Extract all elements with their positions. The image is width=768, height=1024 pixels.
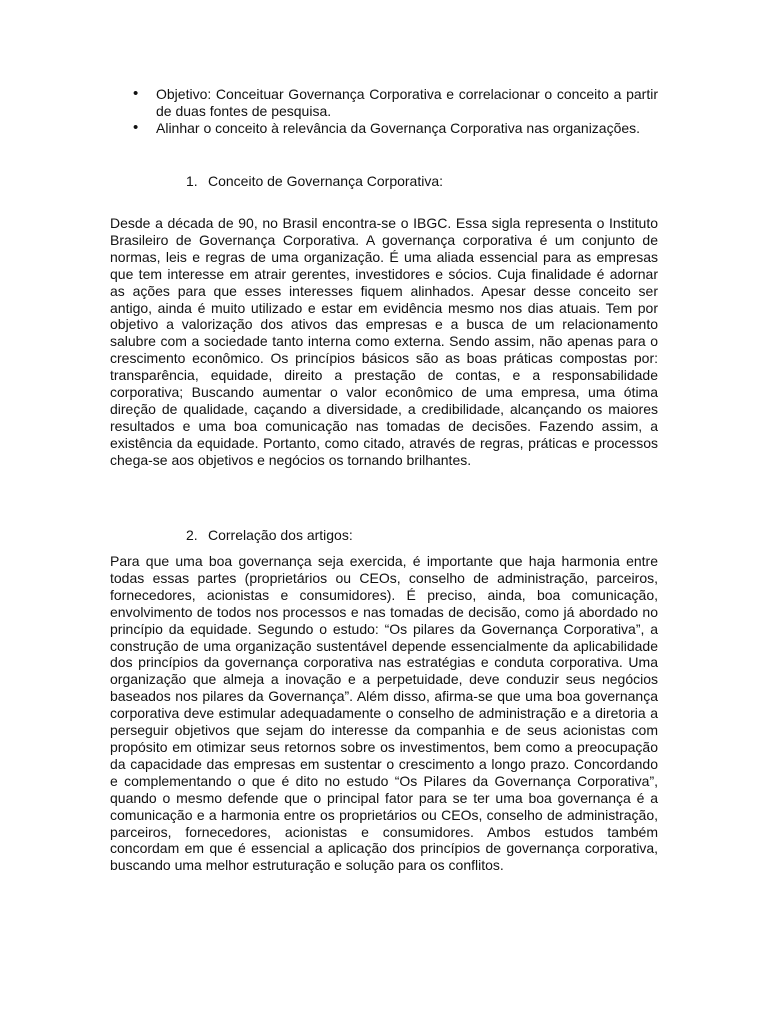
section-2-body: Para que uma boa governança seja exercida, é importante que haja harmonia entre todas essas partes (proprietários ou CEOs, conselho de administração, parceiros, fornecedores, acionistas e consumidores). É preciso, ainda, boa comunicação, envolvimento de todos nos processos e nas tomadas de decisão, como já abordado no princípio da equidade. Segundo o estudo: “Os pilares da Governança Corporativa”, a construção de uma organização sustentável depende essencialmente da aplicabilidade dos princípios da governança corporativa nas estratégias e conduta corporativa. Uma organização que almeja a inovação e a perpetuidade, deve conduzir seus negócios baseados nos pilares da Governança”. Além disso, afirma-se que uma boa governança corporativa deve estimular adequadamente o conselho de administração e a diretoria a perseguir objetivos que sejam do interesse da companhia e de seus acionistas com propósito em otimizar seus retornos sobre os investimentos, bem como a preocupação da capacidade das empresas em sustentar o crescimento a longo prazo. Concordando e complementando o que é dito no estudo “Os Pilares da Governança Corporativa”, quando o mesmo defende que o principal fator para se ter uma boa governança é a comunicação e a harmonia entre os proprietários ou CEOs, conselho de administração, parceiros, fornecedores, acionistas e consumidores. Ambos estudos também concordam em que é essencial a aplicação dos princípios de governança corporativa, buscando uma melhor estruturação e solução para os conflitos.: [110, 553, 658, 874]
objectives-list: [130, 86, 658, 137]
section-2-number: 2.: [186, 527, 198, 543]
section-1-body: Desde a década de 90, no Brasil encontra-se o IBGC. Essa sigla representa o Instituto Brasileiro de Governança Corporativa. A governança corporativa é um conjunto de normas, leis e regras de uma organização. É uma aliada essencial para as empresas que tem interesse em atrair gerentes, investidores e sócios. Cuja finalidade é adornar as ações para que esses interesses fiquem alinhados. Apesar desse conceito ser antigo, ainda é muito utilizado e estar em evidência mesmo nos dias atuais. Tem por objetivo a valorização dos ativos das empresas e a busca de um relacionamento salubre com a sociedade tanto interna como externa. Sendo assim, não apenas para o crescimento econômico. Os princípios básicos são as boas práticas compostas por: transparência, equidade, direito a prestação de contas, e a responsabilidade corporativa; Buscando aumentar o valor econômico de uma empresa, uma ótima direção de qualidade, caçando a diversidade, a credibilidade, alcançando os maiores resultados e uma boa comunicação nas tomadas de decisões. Fazendo assim, a existência da equidade. Portanto, como citado, através de regras, práticas e processos chega-se aos objetivos e negócios os tornando brilhantes.: [110, 215, 658, 468]
section-1-number: 1.: [186, 173, 198, 189]
section-1-heading: [186, 173, 443, 190]
bullet-item-align: • Alinhar o conceito à relevância da Governança Corporativa nas organizações.: [130, 120, 658, 137]
section-2-heading: [186, 527, 353, 544]
section-1-title: Conceito de Governança Corporativa:: [208, 173, 444, 189]
section-2-title: Correlação dos artigos:: [208, 527, 353, 543]
bullet-item-objective: • Objetivo: Conceituar Governança Corporativa e correlacionar o conceito a partir de duas fontes de pesquisa.: [130, 86, 658, 120]
